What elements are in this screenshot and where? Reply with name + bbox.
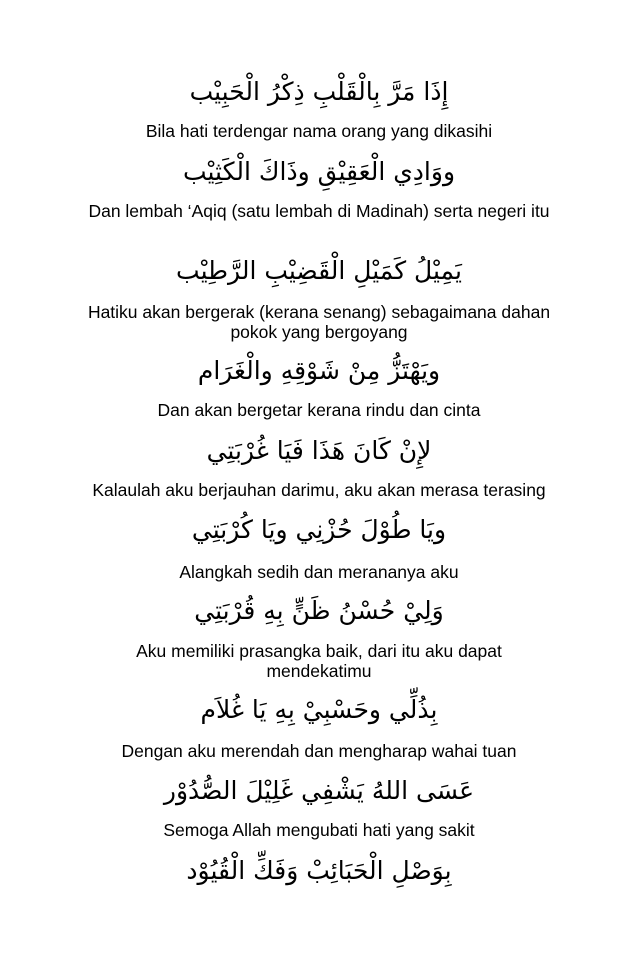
verse-8-arabic: بِذُلِّي وحَسْبِيْ بِهِ يَا غُلاَم [200,695,438,724]
verse-10-arabic: بِوَصْلِ الْحَبَائِبْ وَفَكِّ الْقُيُوْد [186,856,452,885]
verse-3-arabic: يَمِيْلُ كَمَيْلِ الْقَضِيْبِ الرَّطِيْب [176,256,462,285]
verse-5-arabic: لإِنْ كَانَ هَذَا فَيَا غُرْبَتِي [206,436,432,465]
verse-7-translation: Aku memiliki prasangka baik, dari itu aku dapat mendekatimu [136,641,502,681]
verse-8-translation: Dengan aku merendah dan mengharap wahai tuan [121,741,517,761]
verse-3-translation: Hatiku akan bergerak (kerana senang) sebagaimana dahan pokok yang bergoyang [87,302,551,342]
verse-1-arabic: إِذَا مَرَّ بِالْقَلْبِ ذِكْرُ الْحَبِيْب [189,77,449,106]
verse-9-arabic: عَسَى اللهُ يَشْفِي غَلِيْلَ الصُّدُوْر [163,776,475,805]
verse-6-arabic: ويَا طُوْلَ حُزْنِي ويَا كُرْبَتِي [191,515,447,544]
verse-2-translation: Dan lembah ‘Aqiq (satu lembah di Madinah) serta negeri itu [88,201,550,221]
verse-4-translation: Dan akan bergetar kerana rindu dan cinta [157,400,481,420]
verse-1-translation: Bila hati terdengar nama orang yang dikasihi [145,121,493,141]
verse-2-arabic: ووَادِي الْعَقِيْقِ وذَاكَ الْكَثِيْب [182,157,456,186]
verse-5-translation: Kalaulah aku berjauhan darimu, aku akan merasa terasing [92,480,546,500]
verse-9-translation: Semoga Allah mengubati hati yang sakit [163,820,475,840]
verse-7-arabic: وَلِيْ حُسْنُ ظَنٍّ بِهِ قُرْبَتِي [194,596,444,625]
verse-6-translation: Alangkah sedih dan merananya aku [179,562,459,582]
verse-4-arabic: ويَهْتَزُّ مِنْ شَوْقِهِ والْغَرَام [197,356,441,385]
